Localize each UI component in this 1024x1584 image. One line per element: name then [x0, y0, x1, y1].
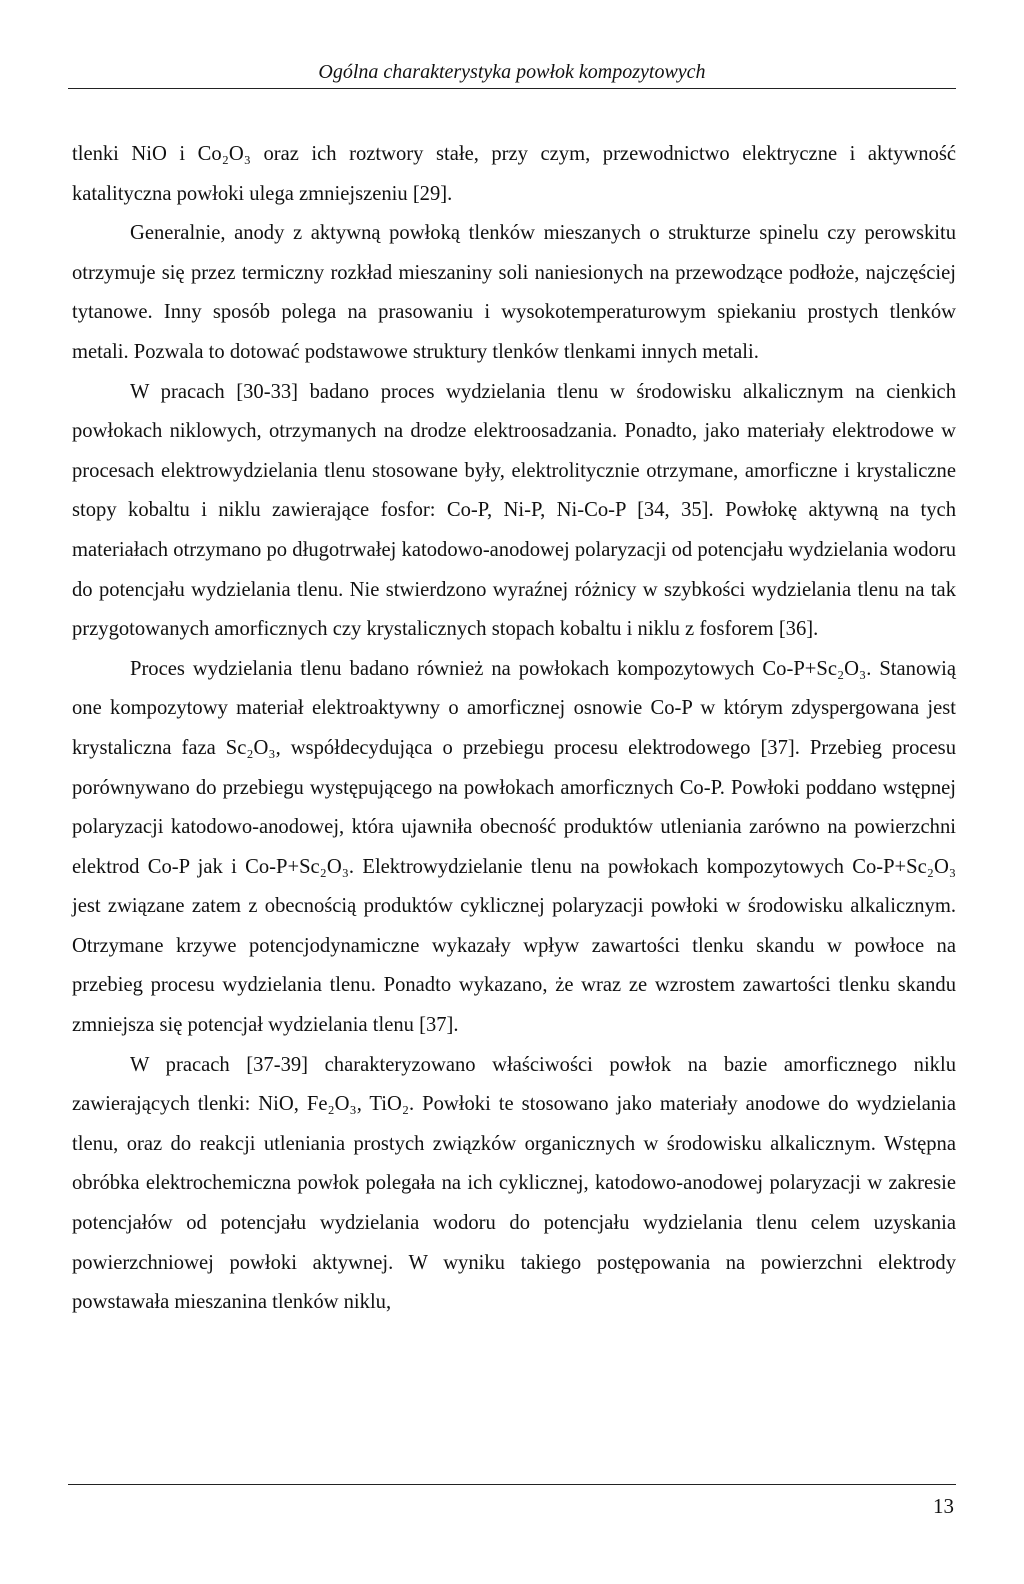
running-header: Ogólna charakterystyka powłok kompozytowych — [68, 58, 956, 89]
body-text — [72, 135, 956, 1323]
paragraph-5: W pracach [37-39] charakteryzowano właściwości powłok na bazie amorficznego niklu zawierających tlenki: NiO, Fe₂O₃, TiO₂. Powłoki te stosowano jako materiały anodowe do wydzielania tlenu, oraz do reakcji utleniania prostych związków organicznych w środowisku alkalicznym. Wstępna obróbka elektrochemiczna powłok polegała na ich cyklicznej, katodowo-anodowej polaryzacji w zakresie potencjałów od potencjału wydzielania wodoru do potencjału wydzielania tlenu celem uzyskania powierzchniowej powłoki aktywnej. W wyniku takiego postępowania na powierzchni elektrody powstawała mieszanina tlenków niklu, — [72, 1053, 956, 1314]
footer-rule — [68, 1484, 956, 1485]
paragraph-3: W pracach [30-33] badano proces wydzielania tlenu w środowisku alkalicznym na cienkich powłokach niklowych, otrzymanych na drodze elektroosadzania. Ponadto, jako materiały elektrodowe w procesach elektrowydzielania tlenu stosowane były, elektrolitycznie otrzymane, amorficzne i krystaliczne stopy kobaltu i niklu zawierające fosfor: Co-P, Ni-P, Ni-Co-P [34, 35]. Powłokę aktywną na tych materiałach otrzymano po długotrwałej katodowo-anodowej polaryzacji od potencjału wydzielania wodoru do potencjału wydzielania tlenu. Nie stwierdzono wyraźnej różnicy w szybkości wydzielania tlenu na tak przygotowanych amorficznych czy krystalicznych stopach kobaltu i niklu z fosforem [36]. — [72, 380, 956, 641]
paragraph-2: Generalnie, anody z aktywną powłoką tlenków mieszanych o strukturze spinelu czy perowskitu otrzymuje się przez termiczny rozkład mieszaniny soli naniesionych na przewodzące podłoże, najczęściej tytanowe. Inny sposób polega na prasowaniu i wysokotemperaturowym spiekaniu prostych tlenków metali. Pozwala to dotować podstawowe struktury tlenków tlenkami innych metali. — [72, 222, 956, 363]
page-number: 13 — [933, 1494, 954, 1518]
paragraph-1: tlenki NiO i Co₂O₃ oraz ich roztwory stałe, przy czym, przewodnictwo elektryczne i aktywność katalityczna powłoki ulega zmniejszeniu [29]. — [72, 143, 956, 205]
paragraph-4: Proces wydzielania tlenu badano również na powłokach kompozytowych Co-P+Sc₂O₃. Stanowią one kompozytowy materiał elektroaktywny o amorficznej osnowie Co-P w którym zdyspergowana jest krystaliczna faza Sc₂O₃, współdecydująca o przebiegu procesu elektrodowego [37]. Przebieg procesu porównywano do przebiegu występującego na powłokach amorficznych Co-P. Powłoki poddano wstępnej polaryzacji katodowo-anodowej, która ujawniła obecność produktów utleniania zarówno na powierzchni elektrod Co-P jak i Co-P+Sc₂O₃. Elektrowydzielanie tlenu na powłokach kompozytowych Co-P+Sc₂O₃ jest związane zatem z obecnością produktów cyklicznej polaryzacji powłoki w środowisku alkalicznym. Otrzymane krzywe potencjodynamiczne wykazały wpływ zawartości tlenku skandu w powłoce na przebieg procesu wydzielania tlenu. Ponadto wykazano, że wraz ze wzrostem zawartości tlenku skandu zmniejsza się potencjał wydzielania tlenu [37]. — [72, 657, 956, 1037]
